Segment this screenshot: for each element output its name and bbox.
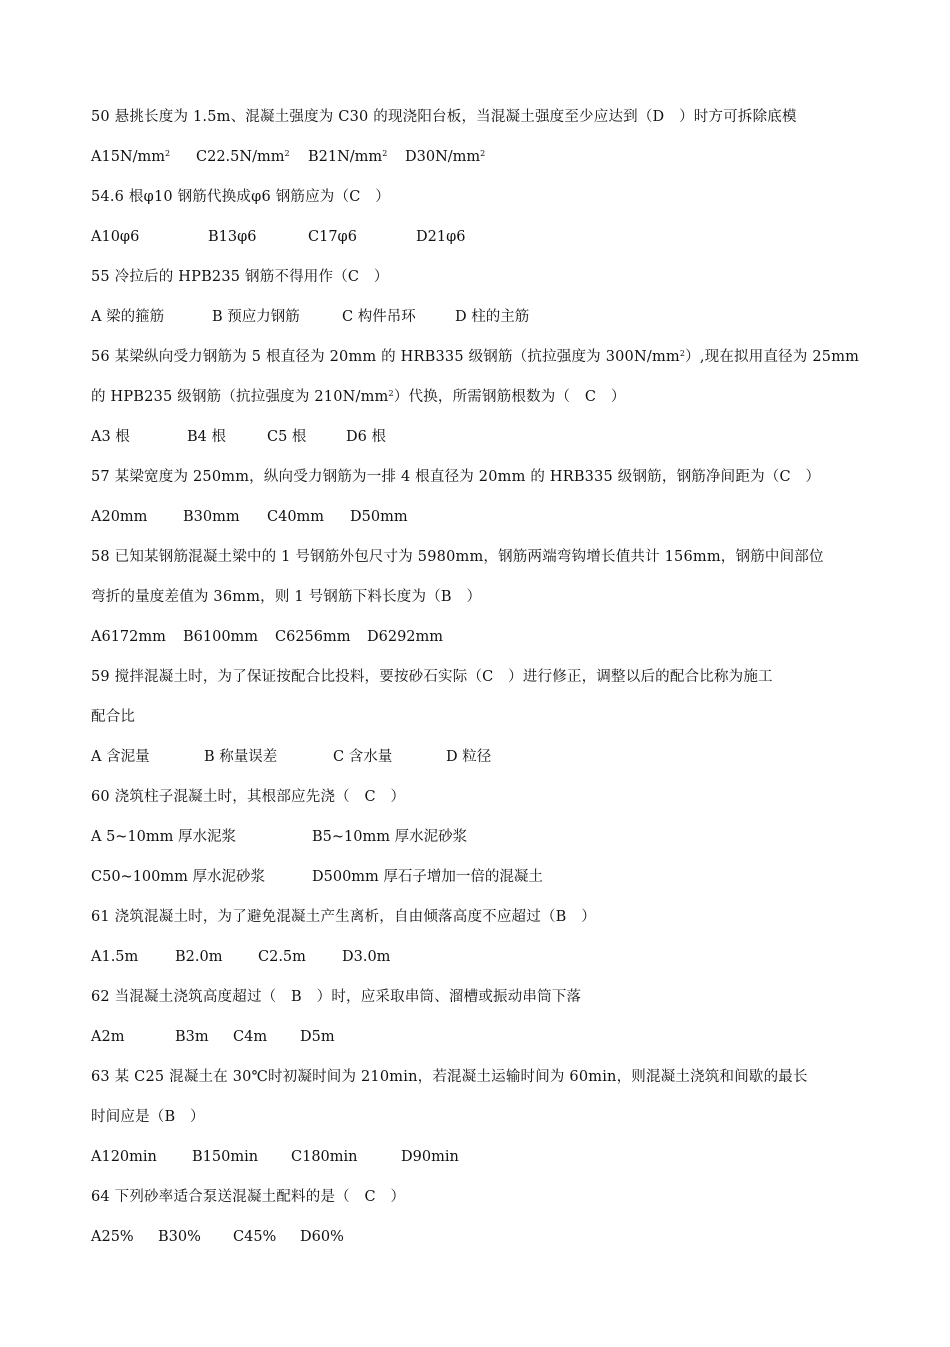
question-text-line: 57 某梁宽度为 250mm，纵向受力钢筋为一排 4 根直径为 20mm 的 HRB335 级钢筋，钢筋净间距为（C ） xyxy=(91,469,821,485)
question-59-text-line-1: 59 搅拌混凝土时，为了保证按配合比投料，要按砂石实际（C ）进行修正，调整以后的配合比称为施工 xyxy=(91,669,773,685)
question-61-options xyxy=(91,947,391,967)
option-d: D 柱的主筋 xyxy=(455,309,530,325)
option-b: B2.0m xyxy=(175,949,223,965)
option-b: $B21N/mm^2$ xyxy=(308,149,388,165)
option-a: A6172mm xyxy=(91,629,166,645)
question-61-text xyxy=(91,907,596,927)
option-d: D60% xyxy=(300,1229,344,1245)
option-c: C2.5m xyxy=(258,949,306,965)
question-54-options xyxy=(91,227,466,247)
question-57-text xyxy=(91,467,820,487)
question-64-text xyxy=(91,1187,405,1207)
question-59-options xyxy=(91,747,492,767)
option-c: C40mm xyxy=(267,509,325,525)
question-58-options xyxy=(91,627,444,647)
question-54-text xyxy=(91,187,390,207)
question-60-options-row-2 xyxy=(91,867,543,887)
option-c: C45% xyxy=(233,1229,277,1245)
option-d: D50mm xyxy=(350,509,408,525)
option-a: A10φ6 xyxy=(91,229,140,245)
option-b: B30mm xyxy=(183,509,240,525)
question-text-line: 55 冷拉后的 HPB235 钢筋不得用作（C ） xyxy=(91,269,389,285)
option-b: B5~10mm 厚水泥砂浆 xyxy=(312,829,468,845)
option-c: C17φ6 xyxy=(308,229,357,245)
option-c: $C22.5N/mm^2$ xyxy=(196,149,290,165)
question-59-text-line-2: 配合比 xyxy=(91,709,136,725)
option-c: C180min xyxy=(291,1149,358,1165)
option-c: C5 根 xyxy=(267,429,307,445)
option-d: D90min xyxy=(401,1149,459,1165)
option-a: $A15N/mm^2$ xyxy=(91,149,171,165)
option-b: B30% xyxy=(158,1229,201,1245)
question-50-text xyxy=(91,107,797,127)
question-60-text xyxy=(91,787,405,807)
option-a: A3 根 xyxy=(91,429,130,445)
option-b: B6100mm xyxy=(183,629,259,645)
option-d: D5m xyxy=(300,1029,335,1045)
question-text-line: 61 浇筑混凝土时，为了避免混凝土产生离析，自由倾落高度不应超过（B ） xyxy=(91,909,596,925)
option-d: $D30N/mm^2$ xyxy=(405,149,486,165)
option-d: D 粒径 xyxy=(446,749,492,765)
option-a: A 5~10mm 厚水泥浆 xyxy=(91,829,237,845)
option-a: A1.5m xyxy=(91,949,139,965)
question-58-text-line-1: 58 已知某钢筋混凝土梁中的 1 号钢筋外包尺寸为 5980mm，钢筋两端弯钩增长值共计 156mm，钢筋中间部位 xyxy=(91,549,824,565)
option-d: D6 根 xyxy=(346,429,386,445)
option-c: C 含水量 xyxy=(333,749,393,765)
option-b: B3m xyxy=(175,1029,209,1045)
question-text-line: 64 下列砂率适合泵送混凝土配料的是（ C ） xyxy=(91,1189,406,1205)
option-d: D500mm 厚石子增加一倍的混凝土 xyxy=(312,869,543,885)
question-55-text xyxy=(91,267,389,287)
question-56-text-line-2: 的 HPB235 级钢筋（抗拉强度为 $210N/mm^2$）代换，所需钢筋根数为（ C ） xyxy=(91,389,626,405)
option-a: A20mm xyxy=(91,509,148,525)
option-b: B150min xyxy=(192,1149,259,1165)
option-a: A120min xyxy=(91,1149,157,1165)
option-c: C50~100mm 厚水泥砂浆 xyxy=(91,869,265,885)
question-63-text-line-2: 时间应是（B ） xyxy=(91,1109,205,1125)
question-63-text-line-1: 63 某 C25 混凝土在 30℃时初凝时间为 210min，若混凝土运输时间为 60min，则混凝土浇筑和间歇的最长 xyxy=(91,1069,808,1085)
option-b: B 预应力钢筋 xyxy=(212,309,300,325)
question-text-line: 62 当混凝土浇筑高度超过（ B ）时，应采取串筒、溜槽或振动串筒下落 xyxy=(91,989,582,1005)
option-d: D3.0m xyxy=(342,949,391,965)
question-text-line: 50 悬挑长度为 1.5m、混凝土强度为 C30 的现浇阳台板，当混凝土强度至少应达到（D ）时方可拆除底模 xyxy=(91,109,797,125)
option-a: A 梁的箍筋 xyxy=(91,309,165,325)
option-a: A25% xyxy=(91,1229,134,1245)
question-57-options xyxy=(91,507,408,527)
option-d: D6292mm xyxy=(367,629,444,645)
option-c: C4m xyxy=(233,1029,268,1045)
option-c: C 构件吊环 xyxy=(342,309,416,325)
question-50-options xyxy=(91,147,486,167)
question-62-options xyxy=(91,1027,335,1047)
option-a: A2m xyxy=(91,1029,125,1045)
question-63-options xyxy=(91,1147,459,1167)
option-d: D21φ6 xyxy=(416,229,466,245)
question-55-options xyxy=(91,307,530,327)
question-56-options xyxy=(91,427,386,447)
option-c: C6256mm xyxy=(275,629,351,645)
question-56-text-line-1: 56 某梁纵向受力钢筋为 5 根直径为 20mm 的 HRB335 级钢筋（抗拉强度为 $300N/mm^2$）,现在拟用直径为 25mm xyxy=(91,349,860,365)
question-60-options-row-1 xyxy=(91,827,468,847)
option-a: A 含泥量 xyxy=(91,749,150,765)
question-64-options xyxy=(91,1227,344,1247)
option-b: B13φ6 xyxy=(208,229,257,245)
question-text-line: 54.6 根φ10 钢筋代换成φ6 钢筋应为（C ） xyxy=(91,189,390,205)
question-text-line: 60 浇筑柱子混凝土时，其根部应先浇（ C ） xyxy=(91,789,406,805)
question-58-text-line-2: 弯折的量度差值为 36mm，则 1 号钢筋下料长度为（B ） xyxy=(91,589,482,605)
option-b: B4 根 xyxy=(187,429,226,445)
question-62-text xyxy=(91,987,581,1007)
option-b: B 称量误差 xyxy=(204,749,278,765)
